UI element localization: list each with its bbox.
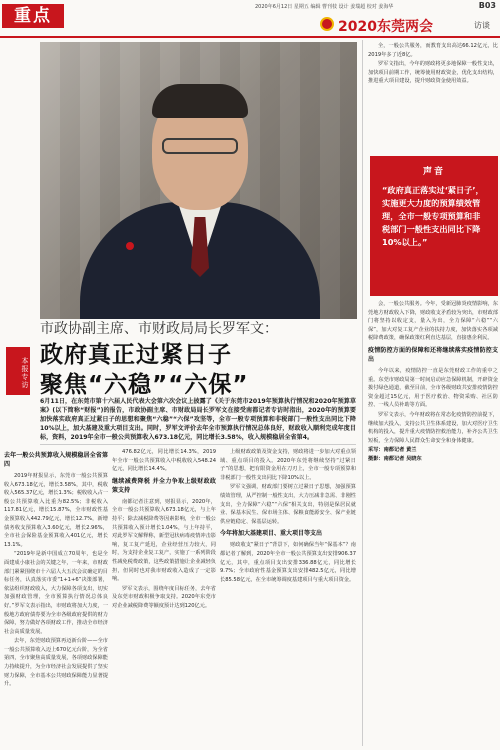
right-column-top: 全，一般公共服务，而教育支出高达66.12亿元，比2019年多了近8亿。 罗军文指出，今年的财政将更多地保障一般性支出，加快项目前期工作，统筹使用财政资金，优化支出结构，推进重大项目建设，提升财政资金使用效益。: [368, 43, 498, 85]
column-logo: [320, 16, 490, 34]
portrait-photo: [40, 42, 357, 319]
header-rule: [0, 36, 500, 38]
headline-deck: 市政协副主席、市财政局局长罗军文：: [40, 321, 278, 337]
section-tag: 重点: [2, 4, 64, 28]
body-column-3: 上级财政政策及资金支持，财政将进一步加大对重点领域、重点项目的投入。2020年东莞将继续坚持“过紧日子”的思想，把有限资金用在刀刃上，全市一般专项预算和非税部门一般性支出同比下降10%以上。 罗军文强调，财政部门要树立过紧日子思想，加强预算绩效管理，从严控制一般性支出，大力压减非急需、非刚性支出，全力保障“六稳”“六保”相关支出，特别是保居民就业、保基本民生、保市场主体、保粮食能源安全、保产业链供应链稳定、保基层运转。 今年将加大基建项目、重大项目等支出 财政收支“紧日子”背景下，如何确保当年“保基本”？南都记者了解到，2020年全市一般公共预算支出安排906.37亿元，其中，重点项目支出安排336.88亿元，同比增长9.7%；全市政府性基金预算支出安排482.5亿元，同比增长85.58亿元，在全市统筹调度基建项目与重大项目资金。: [220, 449, 356, 583]
page-number: B03: [478, 1, 496, 10]
column-subtitle: 访谈: [474, 21, 490, 30]
byline-photographer: 摄影：南都记者 吴晓东: [368, 455, 422, 462]
subheading-2: 继续减费降税 并全力争取上级财政政策支持: [112, 477, 216, 494]
headline-line-2: 聚焦“六稳”“六保”: [40, 372, 249, 398]
page-header: [0, 0, 500, 40]
pull-quote-title: 声音: [422, 167, 445, 177]
issue-meta: 2020年6月12日 星期五 编辑 曹刊枝 设计 姜瑞超 校对 姜海华: [255, 4, 394, 10]
subheading-3: 今年将加大基建项目、重大项目等支出: [220, 530, 323, 538]
column-title: 2020东莞两会: [338, 19, 433, 35]
pull-quote-text: “政府真正落实过‘紧日子’，实施更大力度的预算绩效管理，全市一般专项预算和非税部门一般性支出同比下降10%以上。”: [382, 185, 484, 247]
subheading-4: 疫情防控方面的保障和还将继续落实疫情防控支出: [368, 346, 498, 363]
lead-divider: [40, 444, 356, 445]
column-divider: [362, 40, 363, 746]
pull-quote: [370, 156, 498, 296]
lapel-badge-icon: [126, 242, 134, 250]
body-column-1: 去年一般公共预算收入规模稳居全省第四 2019年财报显示，东莞市一般公共预算收入673.18亿元，增长3.58%，其中，税收收入565.37亿元，增长1.3%；税收收入占一般公共预算收入比重为82.5%；非税收入117.81亿元，增长15.87%，全市财政性基金预算收入442.79亿元，增长12.7%，新增债务收支预算收入3.60亿元，增长2.96%，全市社会保险基金预算收入401亿元，增长13.1%。 “2019年是新中国成立70周年，也是全面建成小康社会的关键之年，一年来，市财政部门紧紧围绕市十六届人大五次会议确定的目标任务，认真落实市委“1+1+6”决策部署，依法组织财政收入，大力保障各项支出，切实加强财政管理，全市预算执行情况总体良好。”罗军文表示指出，市财政将加大力度，一般地方政府债券要为全市各级政府提供的财力保障，努力做好各项财政工作，推动全市经济社会高质量发展。 去年，东莞财政预算再迈新台阶——全市一般公共预算收入迈上670亿元台阶，为全省第四，全市聚焦高质量发展，各项财政保障能力持续提升，为全市经济社会发展提供了坚实财力保障，全市基本公共财政保障能力显著提升。: [4, 452, 108, 688]
headline-line-1: 政府真正过紧日子: [40, 342, 232, 368]
vertical-label: 本报专访: [6, 347, 30, 395]
lead-paragraph: 6月11日，在东莞市第十六届人民代表大会第六次会议上披露了《关于东莞市2019年预算执行情况和2020年预算草案》(以下简称“财报”)的报告，市政协副主席、市财政局局长罗军文在接受南都记者专访时指出，2020年的预算要加快落实政府真正过紧日子的思想和聚焦“六稳”“六保”攻坚等，全市一般专项预算和非税部门一般性支出同比下降10%以上，加大基建及重大项目支出。同时，罗军文评价去年全市预算执行情况总体良好，财政收入顺利完成年度目标，资料，2019年全市一般公共预算收入673.18亿元，同比增长3.58%，收入规模稳居全省第4。: [40, 398, 356, 441]
body-column-right: 会，一般公共服务。今年，受新冠肺炎疫情影响，东莞地方财政收入下降，财政收支矛盾较为突出，市财政部门将坚持以收定支，量入为出，全力保障“六稳”“六保”，加大对复工复产企业的扶持力度，加快落实各项减税降费政策，确保政策红利直达基层，直接惠企利民。 疫情防控方面的保障和还将继续落实疫情防控支出 今年以来，疫情防控一直是东莞财政工作的重中之重。东莞市财政局第一时间启动应急保障机制，开辟资金拨付绿色通道，截至目前，全市各级财政共安排疫情防控资金超过15亿元，用于医疗救治、物资采购、社区防控、一线人员补助等方面。 罗军文表示，今年财政将在常态化疫情防控前提下，继续加大投入，支持公共卫生体系建设，加大对医疗卫生机构的投入，提升重大疫情防控救治能力，补齐公共卫生短板，全力保障人民群众生命安全和身体健康。 采写：南都记者 黄兰 摄影：南都记者 吴晓东: [368, 301, 498, 462]
body-column-2: 476.82亿元，同比增长14.3%，2019年全市一般公共预算收入中税收收入548.24亿元，同比增长14.4%。 继续减费降税 并全力争取上级财政政策支持 南都记者注意到，财报显示，2020年，全市一般公共预算收入673.18亿元，与上年持平；除去减税降费等因素影响，全市一般公共预算收入预计增长1.04%，与上年持平，对此罗军文解释称，新型冠状病毒疫情冲击影响，复工复产延迟，企业经营压力较大，同时，为支持企业复工复产，实施了一系列阶段性减免税费政策，这些政策措施让企业减轻负担，但同时也对我市财政收入造成了一定影响。 罗军文表示，围绕年度目标任务，去年省及东莞市财政积极争取支持。2020年东莞市对企业减税降费等额度预计达到120亿元。: [112, 449, 216, 609]
emblem-icon: [320, 17, 334, 31]
subheading-1: 去年一般公共预算收入规模稳居全省第四: [4, 452, 108, 468]
byline-writer: 采写：南都记者 黄兰: [368, 447, 417, 454]
